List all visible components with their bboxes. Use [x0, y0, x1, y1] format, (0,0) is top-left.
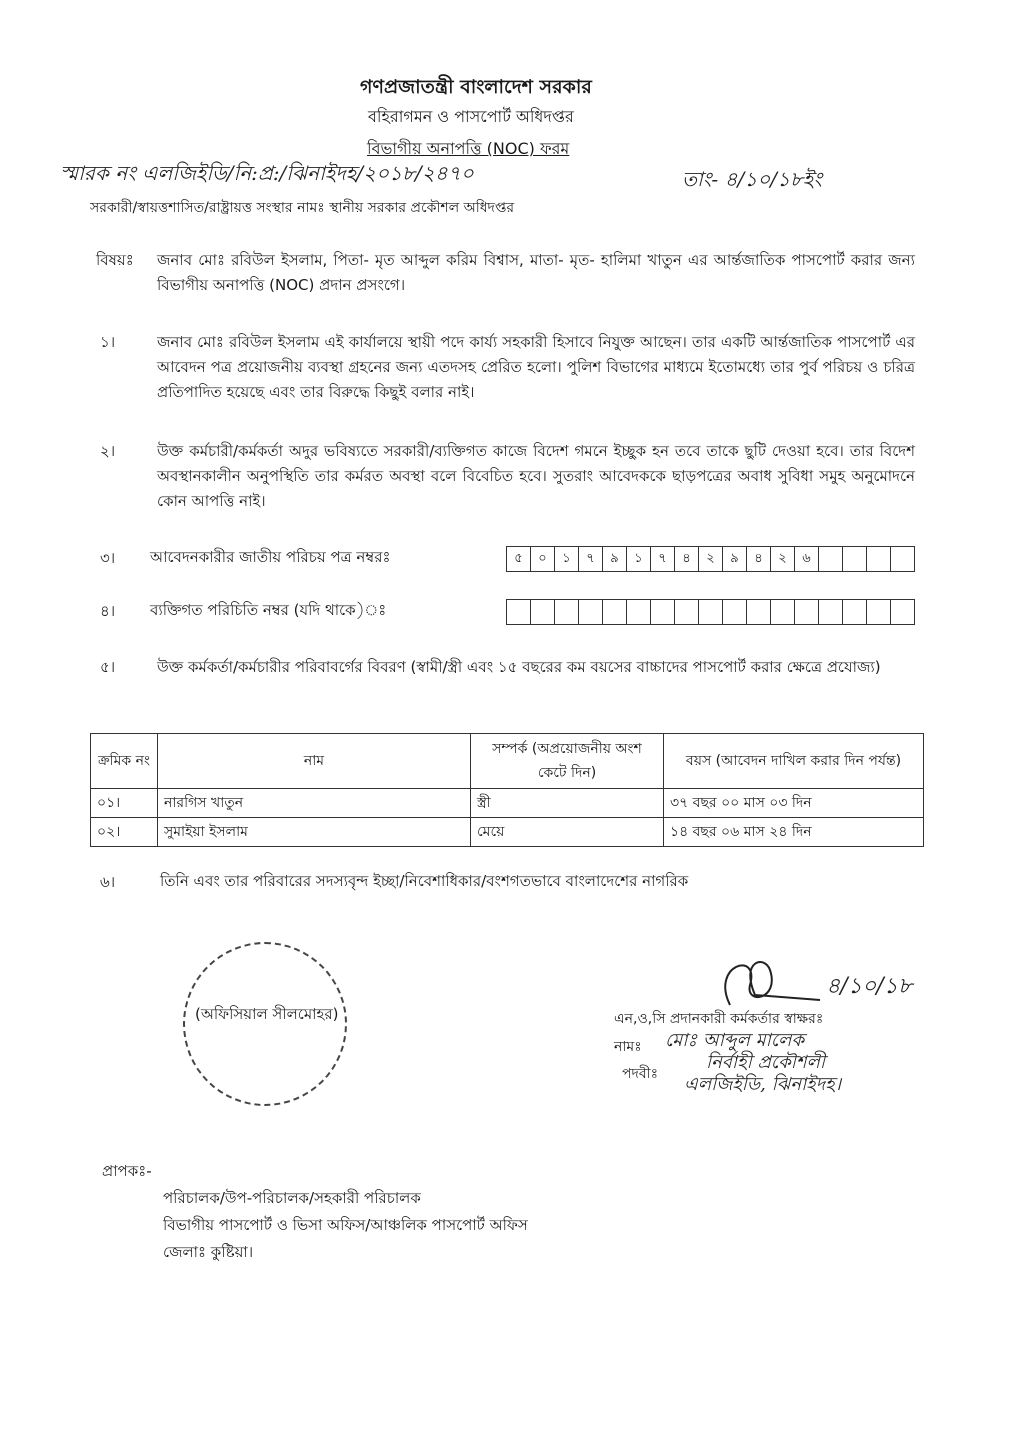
signer-label: এন,ও,সি প্রদানকারী কর্মকর্তার স্বাক্ষরঃ	[614, 1011, 824, 1027]
nid-label: আবেদনকারীর জাতীয় পরিচয় পত্র নম্বরঃ	[150, 548, 391, 566]
nid-digit: ০	[530, 546, 555, 572]
table-row	[91, 789, 924, 818]
signer-designation: নির্বাহী প্রকৌশলী	[706, 1052, 826, 1073]
personal-id-box	[506, 599, 531, 625]
personal-id-box	[746, 599, 771, 625]
nid-digit: ৭	[578, 546, 603, 572]
row-age: ১৪ বছর ০৬ মাস ২৪ দিন	[664, 818, 924, 847]
recipient-label: প্রাপকঃ-	[102, 1162, 152, 1180]
nid-digit: ৪	[746, 546, 771, 572]
form-title: বিভাগীয় অনাপত্তি (NOC) ফরম	[367, 139, 570, 158]
para6-number: ৬।	[100, 873, 116, 891]
subject-label: বিষয়ঃ	[96, 251, 134, 269]
row-relation: মেয়ে	[471, 818, 664, 847]
nid-digit: ২	[698, 546, 723, 572]
recipient-line-1: পরিচালক/উপ-পরিচালক/সহকারী পরিচালক	[163, 1189, 421, 1207]
row-name: সুমাইয়া ইসলাম	[158, 818, 471, 847]
para1-text: জনাব মোঃ রবিউল ইসলাম এই কার্যালয়ে স্থায়ী পদে কার্য্য সহকারী হিসাবে নিযুক্ত আছেন। তার একটি আর্ন্তজাতিক পাসপোর্ট এর আবেদন পত্র প্রয়োজনীয় ব্যবস্থা গ্রহনের জন্য এতদসহ প্রেরিত হলো। পুলিশ বিভাগের মাধ্যমে ইতোমধ্যে তার পুর্ব পরিচয় ও চরিত্র প্রতিপাদিত হয়েছে এবং তার বিরুদ্ধে কিছুই বলার নাই।	[157, 333, 915, 401]
row-serial: ০২।	[91, 818, 158, 847]
personal-id-box	[698, 599, 723, 625]
nid-digit: ৭	[650, 546, 675, 572]
para1-number: ১।	[100, 333, 116, 351]
signer-name: মোঃ আব্দুল মালেক	[665, 1030, 805, 1051]
para5-text: উক্ত কর্মকর্তা/কর্মচারীর পরিবাবর্গের বিবরণ (স্বামী/স্ত্রী এবং ১৫ বছরের কম বয়সের বাচ্চাদের পাসপোর্ট করার ক্ষেত্রে প্রযোজ্য)	[157, 658, 881, 676]
nid-digit-empty	[818, 546, 843, 572]
row-relation: স্ত্রী	[471, 789, 664, 818]
personal-id-box	[554, 599, 579, 625]
personal-id-box	[530, 599, 555, 625]
para5-number: ৫।	[100, 658, 116, 676]
recipient-line-2: বিভাগীয় পাসপোর্ট ও ভিসা অফিস/আঞ্চলিক পাসপোর্ট অফিস	[163, 1216, 528, 1234]
nid-digit: ২	[770, 546, 795, 572]
row-serial: ০১।	[91, 789, 158, 818]
subject-text: জনাব মোঃ রবিউল ইসলাম, পিতা- মৃত আব্দুল করিম বিশ্বাস, মাতা- মৃত- হালিমা খাতুন এর আর্ন্তজাতিক পাসপোর্ট করার জন্য বিভাগীয় অনাপত্তি (NOC) প্রদান প্রসংগে।	[157, 251, 915, 294]
government-title: গণপ্রজাতন্ত্রী বাংলাদেশ সরকার	[360, 76, 592, 98]
personal-id-box	[674, 599, 699, 625]
table-row	[91, 818, 924, 847]
personal-id-box	[890, 599, 915, 625]
signature-date: ৪/১০/১৮	[826, 974, 913, 999]
family-table	[90, 733, 924, 847]
para3-number: ৩।	[100, 549, 116, 567]
personal-id-box	[842, 599, 867, 625]
signer-office: এলজিইডি, ঝিনাইদহ।	[684, 1074, 842, 1095]
nid-digit: ৪	[674, 546, 699, 572]
personal-id-box	[794, 599, 819, 625]
para6-text: তিনি এবং তার পরিবারের সদস্যবৃন্দ ইচ্ছা/নিবেশাধিকার/বংশগতভাবে বাংলাদেশের নাগরিক	[160, 872, 689, 890]
nid-digit-empty	[842, 546, 867, 572]
header-name: নাম	[158, 734, 471, 789]
department-title: বহিরাগমন ও পাসপোর্ট অধিদপ্তর	[368, 107, 574, 126]
table-header-row	[91, 734, 924, 789]
nid-digit: ৬	[794, 546, 819, 572]
personal-id-box	[578, 599, 603, 625]
personal-id-box	[602, 599, 627, 625]
memo-reference: স্মারক নং এলজিইডি/নি:প্র:/ঝিনাইদহ/২০১৮/২৪৭০	[60, 161, 474, 185]
organization-line: সরকারী/স্বায়ত্তশাসিত/রাষ্ট্রায়ত্ত সংস্থার নামঃ স্থানীয় সরকার প্রকৌশল অধিদপ্তর	[90, 200, 515, 216]
nid-digit-empty	[866, 546, 891, 572]
personal-id-box	[818, 599, 843, 625]
row-name: নারগিস খাতুন	[158, 789, 471, 818]
personal-id-boxes	[506, 599, 914, 625]
nid-digit: ৫	[506, 546, 531, 572]
personal-id-label: ব্যক্তিগত পরিচিতি নম্বর (যদি থাকে)ঃ	[150, 601, 387, 619]
row-age: ৩৭ বছর ০০ মাস ০৩ দিন	[664, 789, 924, 818]
header-serial: ক্রমিক নং	[91, 734, 158, 789]
seal-label: (অফিসিয়াল সীলমোহর)	[195, 1005, 339, 1023]
nid-digit-empty	[890, 546, 915, 572]
personal-id-box	[650, 599, 675, 625]
designation-label: পদবীঃ	[622, 1066, 659, 1082]
nid-boxes	[506, 546, 914, 572]
nid-digit: ১	[626, 546, 651, 572]
para4-number: ৪।	[100, 602, 116, 620]
nid-digit: ১	[554, 546, 579, 572]
nid-digit: ৯	[602, 546, 627, 572]
personal-id-box	[770, 599, 795, 625]
para2-text: উক্ত কর্মচারী/কর্মকর্তা অদুর ভবিষ্যতে সরকারী/ব্যক্তিগত কাজে বিদেশ গমনে ইচ্ছুক হন তবে তাকে ছুটি দেওয়া হবে। তার বিদেশ অবস্থানকালীন অনুপস্থিতি তার কর্মরত অবস্থা বলে বিবেচিত হবে। সুতরাং আবেদককে ছাড়পত্রের অবাধ সুবিধা সমুহ অনুমোদনে কোন আপত্তি নাই।	[157, 442, 915, 510]
personal-id-box	[626, 599, 651, 625]
name-label: নামঃ	[614, 1039, 642, 1055]
personal-id-box	[722, 599, 747, 625]
header-age: বয়স (আবেদন দাখিল করার দিন পর্যন্ত)	[664, 734, 924, 789]
header-relation: সম্পর্ক (অপ্রয়োজনীয় অংশ কেটে দিন)	[471, 734, 664, 789]
personal-id-box	[866, 599, 891, 625]
nid-digit: ৯	[722, 546, 747, 572]
para2-number: ২।	[100, 442, 116, 460]
memo-date: তাং- ৪/১০/১৮ইং	[682, 167, 822, 191]
recipient-line-3: জেলাঃ কুষ্টিয়া।	[163, 1243, 254, 1261]
